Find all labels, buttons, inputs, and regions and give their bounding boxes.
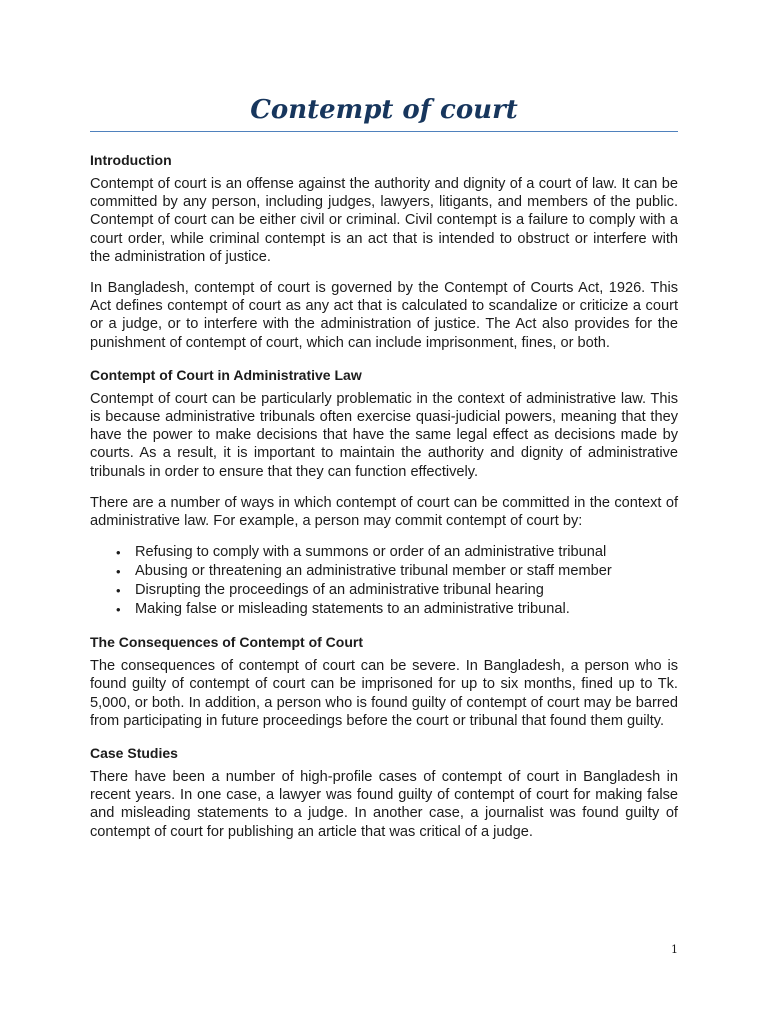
page-number: 1 (671, 943, 678, 956)
list-item (90, 543, 678, 562)
list-item-text: Making false or misleading statements to an administrative tribunal. (135, 601, 570, 618)
document-title: Contempt of court (250, 95, 518, 125)
paragraph-administrative-law-1: Contempt of court can be particularly problematic in the context of administrative law. This is because administrative tribunals often exercise quasi-judicial powers, meaning that they have the power to make decisions that have the same legal effect as decisions made by courts. As a result, it is important to maintain the authority and dignity of administrative tribunals in order to ensure that they can function effectively. (90, 390, 678, 480)
list-item-text: Refusing to comply with a summons or order of an administrative tribunal (135, 544, 607, 561)
paragraph-consequences-1: The consequences of contempt of court can be severe. In Bangladesh, a person who is found guilty of contempt of court can be imprisoned for up to six months, fined up to Tk. 5,000, or both. In addition, a person who is found guilty of contempt of court may be barred from participating in future proceedings before the court or tribunal that found them guilty. (90, 658, 678, 729)
list-item (90, 581, 678, 600)
list-item-text: Disrupting the proceedings of an administrative tribunal hearing (135, 582, 544, 599)
list-item (90, 562, 678, 581)
bullet-icon: • (116, 564, 121, 580)
paragraph-case-studies-1: There have been a number of high-profile cases of contempt of court in Bangladesh in recent years. In one case, a lawyer was found guilty of contempt of court for making false and misleading statements to a judge. In another case, a journalist was found guilty of contempt of court for publishing an article that was critical of a judge. (90, 769, 678, 840)
list-item (90, 600, 678, 619)
paragraph-administrative-law-2: There are a number of ways in which contempt of court can be committed in the context of administrative law. For example, a person may commit contempt of court by: (90, 494, 678, 530)
section-heading-case-studies: Case Studies (90, 745, 178, 762)
title-divider (90, 131, 678, 132)
section-heading-consequences: The Consequences of Contempt of Court (90, 634, 363, 651)
bullet-icon: • (116, 602, 121, 618)
paragraph-introduction-2: In Bangladesh, contempt of court is governed by the Contempt of Courts Act, 1926. This Act defines contempt of court as any act that is calculated to scandalize or criticize a court or a judge, or to interfere with the administration of justice. The Act also provides for the punishment of contempt of court, which can include imprisonment, fines, or both. (90, 280, 678, 351)
bullet-icon: • (116, 583, 121, 599)
section-heading-introduction: Introduction (90, 152, 172, 168)
section-heading-administrative-law: Contempt of Court in Administrative Law (90, 366, 362, 383)
bullet-list-contempt-ways (90, 543, 678, 619)
list-item-text: Abusing or threatening an administrative tribunal member or staff member (135, 563, 612, 580)
paragraph-introduction-1: Contempt of court is an offense against the authority and dignity of a court of law. It can be committed by any person, including judges, lawyers, litigants, and members of the public. Contempt of court can be either civil or criminal. Civil contempt is a failure to comply with a court order, while criminal contempt is an act that is intended to obstruct or interfere with the administration of justice. (90, 176, 678, 265)
document-body (90, 150, 678, 854)
bullet-icon: • (116, 545, 121, 561)
